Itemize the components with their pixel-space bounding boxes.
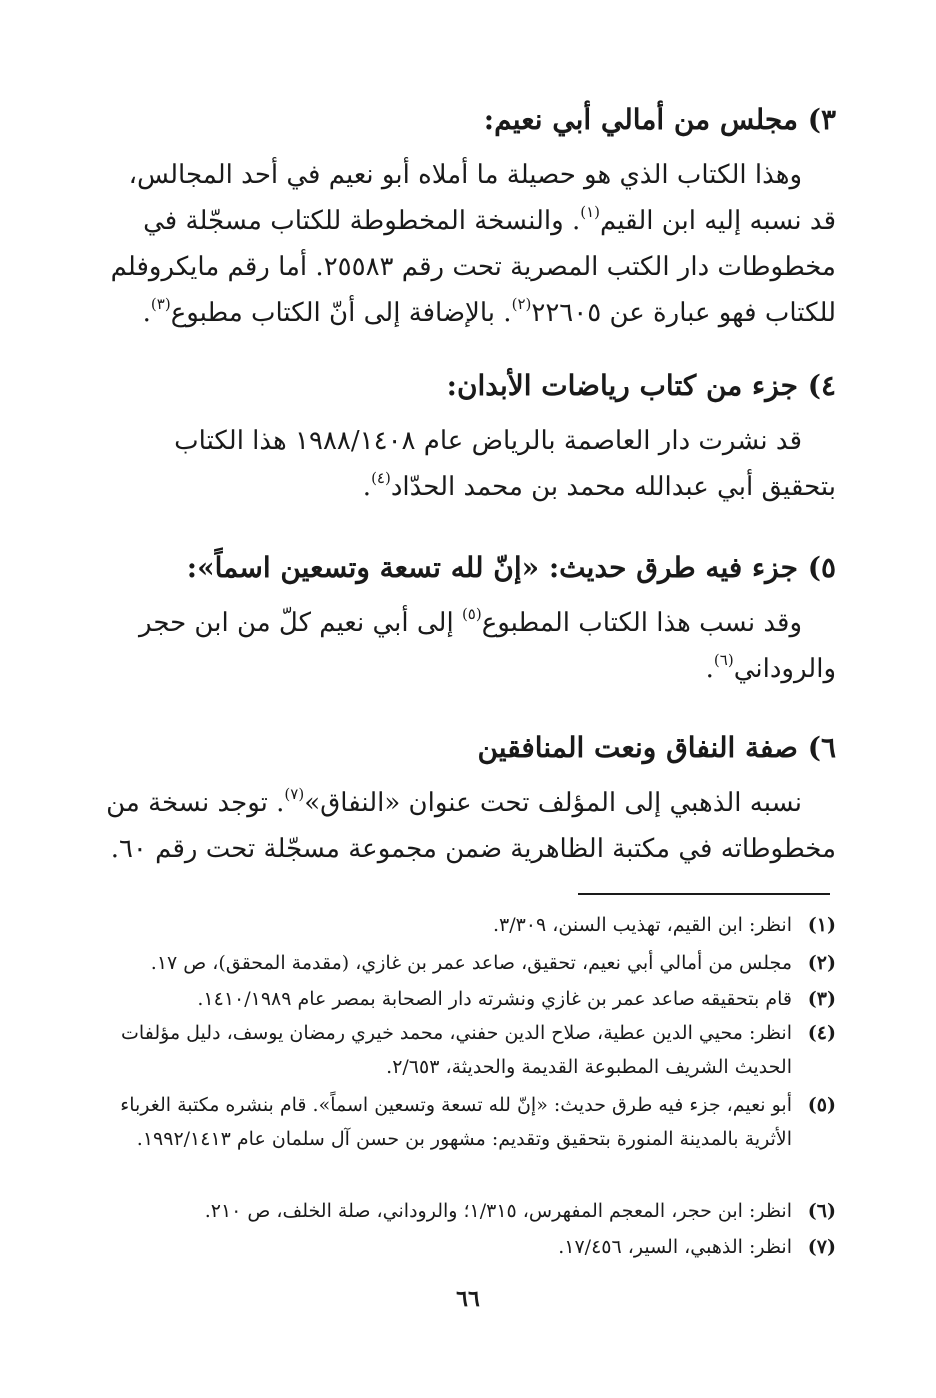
footnote-ref[interactable]: (١) xyxy=(580,203,601,221)
footnote-2 xyxy=(100,946,836,980)
section-heading: ٦) صفة النفاق ونعت المنافقين xyxy=(477,731,836,764)
footnote-number: (٣) xyxy=(807,988,836,1010)
footnote-text: انظر: الذهبي، السير، ١٧/٤٥٦. xyxy=(558,1236,792,1258)
footnote-number: (٢) xyxy=(807,952,836,974)
paragraph-end: . xyxy=(705,654,714,684)
footnote-ref[interactable]: (٢) xyxy=(511,295,532,313)
paragraph-text: نسبه الذهبي إلى المؤلف تحت عنوان «النفاق» xyxy=(304,788,802,818)
footnote-divider xyxy=(578,893,830,895)
section-6 xyxy=(100,728,836,872)
paragraph-text: . توجد نسخة من مخطوطاته في مكتبة الظاهرية ضمن مجموعة مسجّلة تحت رقم ٦٠. xyxy=(106,788,836,864)
footnote-number: (٤) xyxy=(807,1022,836,1044)
paragraph-text: . بالإضافة إلى أنّ الكتاب مطبوع xyxy=(170,298,512,328)
section-5 xyxy=(100,548,836,692)
section-heading: ٣) مجلس من أمالي أبي نعيم: xyxy=(483,103,836,136)
footnote-1 xyxy=(100,908,836,942)
footnote-text: قام بتحقيقه صاعد عمر بن غازي ونشرته دار الصحابة بمصر عام ١٤١٠/١٩٨٩. xyxy=(197,988,792,1010)
section-paragraph xyxy=(100,418,836,510)
footnote-7 xyxy=(100,1230,836,1264)
footnote-3 xyxy=(100,982,836,1016)
footnote-text: انظر: ابن حجر، المعجم المفهرس، ١/٣١٥؛ والروداني، صلة الخلف، ص ٢١٠. xyxy=(204,1200,792,1222)
footnote-ref[interactable]: (٥) xyxy=(461,605,482,623)
footnote-number: (٥) xyxy=(807,1094,836,1116)
footnote-ref[interactable]: (٤) xyxy=(371,469,391,487)
section-paragraph xyxy=(100,600,836,692)
footnote-text: انظر: محيي الدين عطية، صلاح الدين حفني، محمد خيري رمضان يوسف، دليل مؤلفات الحديث الشريف المطبوعة القديمة والحديثة، ٢/٦٥٣. xyxy=(121,1022,792,1078)
section-paragraph xyxy=(100,152,836,336)
paragraph-text: إلى أبي نعيم كلّ من ابن حجر والروداني xyxy=(138,608,836,684)
footnote-4 xyxy=(100,1016,836,1084)
footnote-text: أبو نعيم، جزء فيه طرق حديث: «إنّ لله تسعة وتسعين اسماً». قام بنشره مكتبة الغرباء الأثرية بالمدينة المنورة بتحقيق وتقديم: مشهور بن حسن آل سلمان عام ١٩٩٢/١٤١٣. xyxy=(120,1094,792,1150)
section-3 xyxy=(100,100,836,336)
footnote-ref[interactable]: (٧) xyxy=(284,785,305,803)
footnote-ref[interactable]: (٣) xyxy=(150,295,171,313)
paragraph-text: وهذا الكتاب الذي هو حصيلة ما أملاه أبو نعيم في أحد المجالس، قد نسبه إليه ابن القيم xyxy=(128,160,836,236)
paragraph-end: . xyxy=(362,472,372,502)
footnote-text: انظر: ابن القيم، تهذيب السنن، ٣/٣٠٩. xyxy=(492,914,792,936)
footnote-number: (٦) xyxy=(807,1200,836,1222)
section-paragraph xyxy=(100,780,836,872)
footnote-text: مجلس من أمالي أبي نعيم، تحقيق، صاعد عمر بن غازي، (مقدمة المحقق)، ص ١٧. xyxy=(150,952,792,974)
paragraph-end: . xyxy=(142,298,151,328)
paragraph-text: قد نشرت دار العاصمة بالرياض عام ١٩٨٨/١٤٠٨ هذا الكتاب بتحقيق أبي عبدالله محمد بن محمد الحدّاد xyxy=(174,426,836,502)
page-number: ٦٦ xyxy=(456,1286,480,1312)
footnote-6 xyxy=(100,1194,836,1228)
section-heading: ٤) جزء من كتاب رياضات الأبدان: xyxy=(446,369,836,402)
paragraph-text: وقد نسب هذا الكتاب المطبوع xyxy=(481,608,802,638)
footnote-5 xyxy=(100,1088,836,1156)
section-heading: ٥) جزء فيه طرق حديث: «إنّ لله تسعة وتسعين اسماً»: xyxy=(186,551,836,584)
footnote-number: (١) xyxy=(807,914,836,936)
section-4 xyxy=(100,366,836,510)
footnote-ref[interactable]: (٦) xyxy=(713,651,734,669)
paragraph-text: . والنسخة المخطوطة للكتاب مسجّلة في مخطوطات دار الكتب المصرية تحت رقم ٢٥٥٨٣. أما رقم مايكروفلم للكتاب فهو عبارة عن ٢٢٦٠٥ xyxy=(110,206,836,328)
footnote-number: (٧) xyxy=(807,1236,836,1258)
